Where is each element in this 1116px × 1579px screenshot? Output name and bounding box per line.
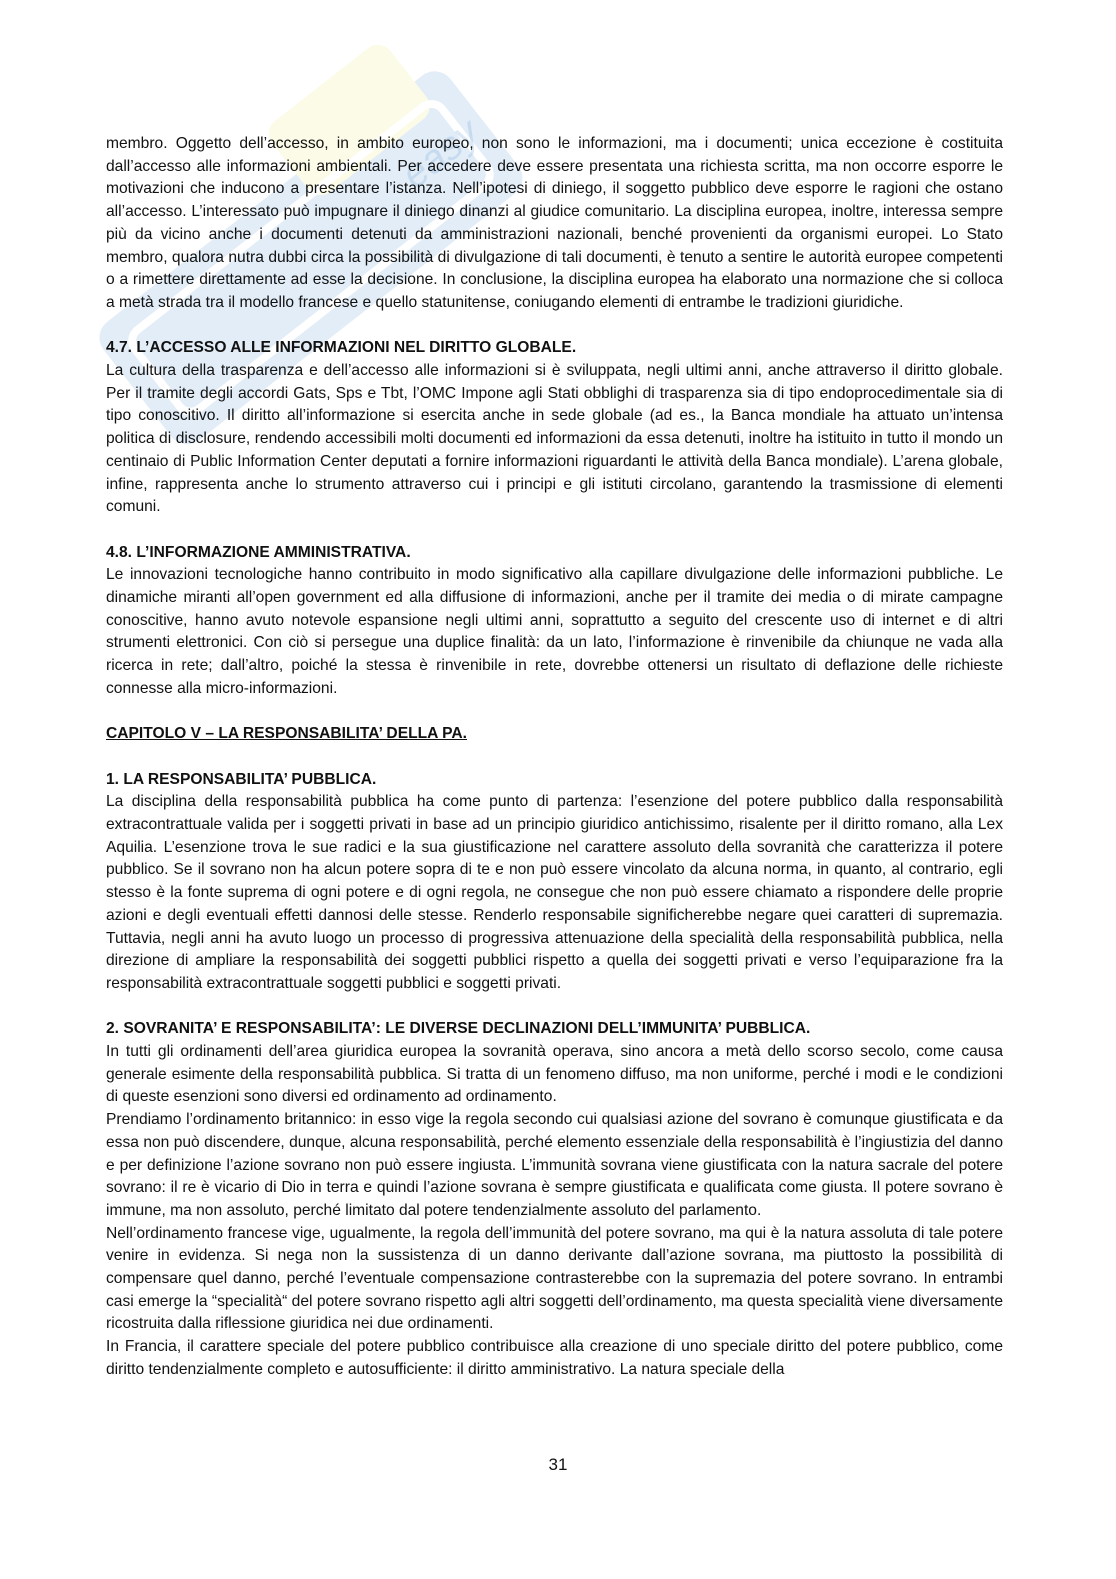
paragraph-spacer <box>106 519 1003 542</box>
paragraph: Nell’ordinamento francese vige, ugualmente, la regola dell’immunità del potere sovrano, ma qui è la natura assoluta di tale potere venire in evidenza. Si nega non la sussistenza di un danno derivante dall’azione sovrana, ma piuttosto la possibilità di compensare quel danno, perché l’eventuale compensazione contrasterebbe con la supremazia del potere sovrano. In entrambi casi emerge la “specialità“ del potere sovrano rispetto agli altri soggetti dell’ordinamento, ma questa specialità viene diversamente ricostruita dalla riflessione giuridica nei due ordinamenti. <box>106 1224 1003 1333</box>
paragraph: Le innovazioni tecnologiche hanno contribuito in modo significativo alla capillare divulgazione delle informazioni pubbliche. Le dinamiche miranti all’open government ed alla diffusione di informazioni, anche per il tramite dei media o di mirate campagne conoscitive, hanno avuto notevole espansione negli ultimi anni, soprattutto a seguito del crescente uso di internet e di altri strumenti elettronici. Con ciò si persegue una duplice finalità: da un lato, l’informazione è rinvenibile da chiunque ne vada alla ricerca in rete; dall’altro, poiché la stessa è rinvenibile in rete, dovrebbe ottenersi un risultato di deflazione delle richieste connesse alla micro-informazioni. <box>106 566 1003 697</box>
document-body <box>106 133 1003 1382</box>
paragraph-spacer <box>106 315 1003 338</box>
page-number: 31 <box>548 1455 568 1474</box>
paragraph: membro. Oggetto dell’accesso, in ambito europeo, non sono le informazioni, ma i documenti; unica eccezione è costituita dall’accesso alle informazioni ambientali. Per accedere deve essere presentata una richiesta scritta, ma non occorre esporre le motivazioni che inducono a presentare l’istanza. Nell’ipotesi di diniego, il soggetto pubblico deve esporre le ragioni che ostano all’accesso. L’interessato può impugnare il diniego dinanzi al giudice comunitario. La disciplina europea, inoltre, interessa sempre più da vicino anche i documenti detenuti da amministrazioni nazionali, benché provenienti da organismi europei. Lo Stato membro, qualora nutra dubbi circa la possibilità di divulgazione di tali documenti, è tenuto a sentire le autorità europee competenti o a rimettere direttamente ad esse la decisione. In conclusione, la disciplina europea ha elaborato una normazione che si colloca a metà strada tra il modello francese e quello statunitense, coniugando elementi di entrambe le tradizioni giuridiche. <box>106 135 1003 311</box>
paragraph-spacer <box>106 746 1003 769</box>
section-heading: 1. LA RESPONSABILITA’ PUBBLICA. <box>106 770 377 788</box>
section-heading: 2. SOVRANITA’ E RESPONSABILITA’: LE DIVERSE DECLINAZIONI DELL’IMMUNITA’ PUBBLICA. <box>106 1020 811 1038</box>
paragraph: In Francia, il carattere speciale del potere pubblico contribuisce alla creazione di uno speciale diritto del potere pubblico, come diritto tendenzialmente completo e autosufficiente: il diritto amministrativo. La natura speciale della <box>106 1338 1003 1378</box>
paragraph: La cultura della trasparenza e dell’accesso alle informazioni si è sviluppata, negli ultimi anni, anche attraverso il diritto globale. Per il tramite degli accordi Gats, Sps e Tbt, l’OMC Impone agli Stati obblighi di trasparenza sia di tipo endoprocedimentale sia di tipo conoscitivo. Il diritto all’informazione si esercita anche in sede globale (ad es., la Banca mondiale ha attuato un’intensa politica di disclosure, rendendo accessibili molti documenti ed informazioni da essa detenuti, inoltre ha istituito in tutto il mondo un centinaio di Public Information Center deputati a fornire informazioni riguardanti le attività della Banca mondiale). L’arena globale, infine, rappresenta anche lo strumento attraverso cui i principi e gli istituti circolano, garantendo la trasmissione di elementi comuni. <box>106 362 1003 516</box>
paragraph-spacer <box>106 701 1003 724</box>
paragraph: Prendiamo l’ordinamento britannico: in esso vige la regola secondo cui qualsiasi azione del sovrano è comunque giustificata e da essa non può discendere, dunque, alcuna responsabilità, perché elemento essenziale della responsabilità è l’ingiustizia del danno e per definizione l’azione sovrano non può essere ingiusta. L’immunità sovrana viene giustificata con la natura sacrale del potere sovrano: il re è vicario di Dio in terra e quindi l’azione sovrana è sempre giustificata e qualificata come giusta. Il potere sovrano è immune, ma non assoluto, perché limitato dal potere tendenzialmente assoluto del parlamento. <box>106 1111 1003 1219</box>
section-heading: 4.8. L’INFORMAZIONE AMMINISTRATIVA. <box>106 543 411 561</box>
chapter-heading: CAPITOLO V – LA RESPONSABILITA’ DELLA PA. <box>106 725 467 743</box>
paragraph: In tutti gli ordinamenti dell’area giuridica europea la sovranità operava, sino ancora a metà dello scorso secolo, come causa generale esimente della responsabilità pubblica. Si tratta di un fenomeno diffuso, ma non uniforme, perché i modi e le condizioni di queste esenzioni sono diversi ed ordinamento ad ordinamento. <box>106 1043 1003 1106</box>
section-heading: 4.7. L’ACCESSO ALLE INFORMAZIONI NEL DIRITTO GLOBALE. <box>106 339 577 357</box>
watermark-text: easy <box>393 110 488 198</box>
paragraph-spacer <box>106 996 1003 1019</box>
paragraph: La disciplina della responsabilità pubblica ha come punto di partenza: l’esenzione del potere pubblico dalla responsabilità extracontrattuale valida per i soggetti privati in base ad un principio giuridico antichissimo, risalente per il diritto romano, alla Lex Aquilia. L’esenzione trova le sue radici e la sua giustificazione nel carattere assoluto della sovranità che caratterizza il potere pubblico. Se il sovrano non ha alcun potere sopra di te e non può essere vincolato da alcuna norma, in quanto, al contrario, egli stesso è la fonte suprema di ogni potere e di ogni regola, ne consegue che non può essere chiamato a rispondere delle proprie azioni e degli eventuali effetti dannosi delle stesse. Renderlo responsabile significherebbe negare quei caratteri di supremazia. Tuttavia, negli anni ha avuto luogo un processo di progressiva attenuazione della specialità della responsabilità pubblica, nella direzione di ampliare la responsabilità dei soggetti pubblici rispetto a quella dei soggetti privati e verso l’equiparazione fra la responsabilità extracontrattuale soggetti pubblici e soggetti privati. <box>106 793 1003 992</box>
